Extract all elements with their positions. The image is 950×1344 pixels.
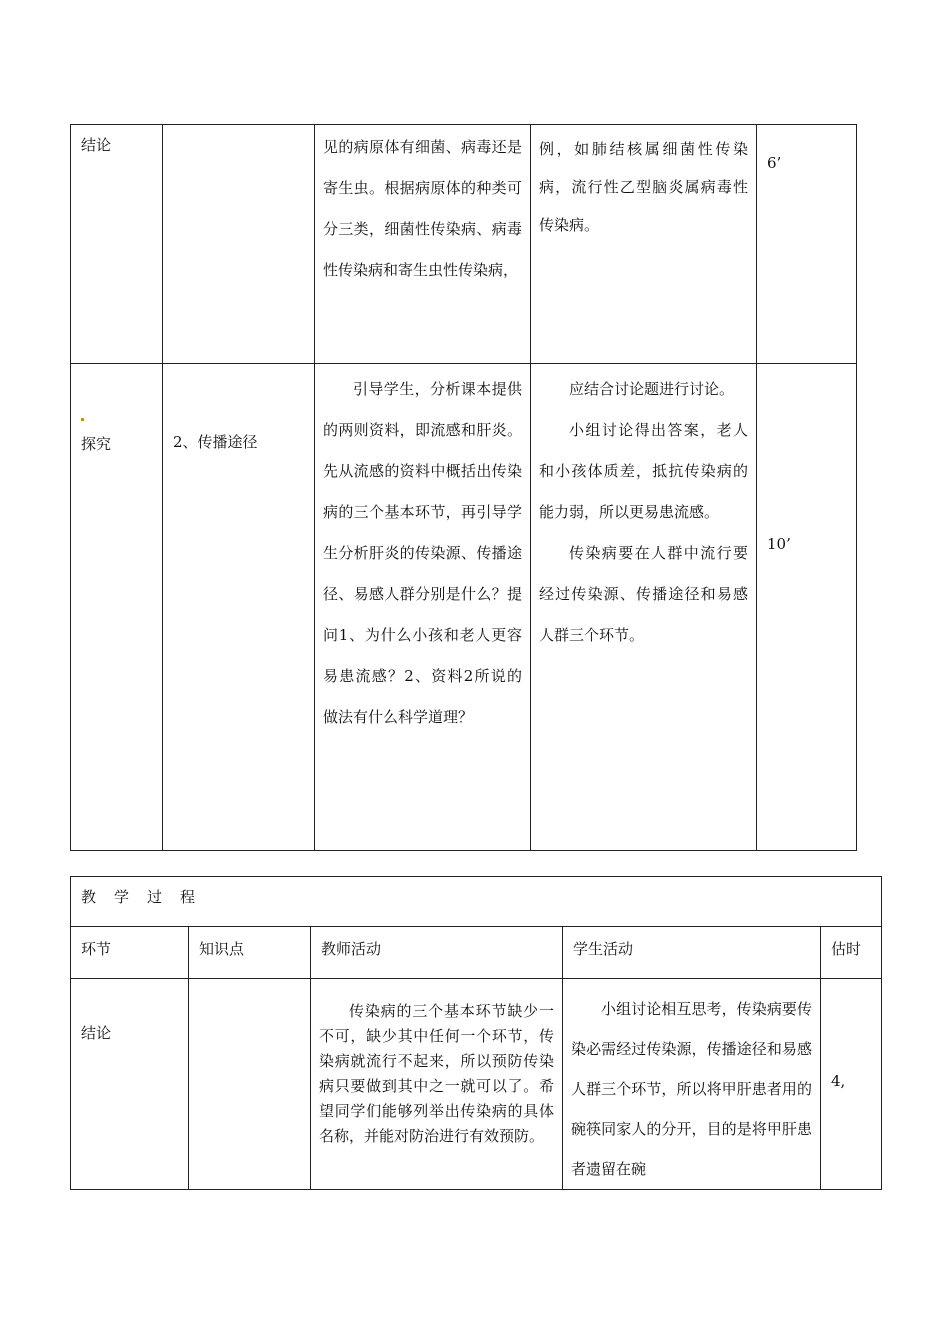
header-student-activity: 学生活动	[563, 927, 821, 979]
student-activity-cell: 小组讨论相互思考，传染病要传染必需经过传染源，传播途径和易感人群三个环节，所以将甲肝患者用的碗筷同家人的分开，目的是将甲肝患者遗留在碗	[563, 979, 821, 1190]
teaching-process-table	[70, 876, 882, 1190]
header-row	[71, 927, 882, 979]
table-row	[71, 364, 857, 851]
time-cell: 6’	[757, 125, 857, 364]
lesson-table-continued	[70, 124, 857, 851]
student-paragraphs: 应结合讨论题进行讨论。 小组讨论得出答案，老人和小孩体质差，抵抗传染病的能力弱，所以更易患流感。 传染病要在人群中流行要经过传染源、传播途径和易感人群三个环节。	[539, 380, 748, 644]
knowledge-cell: 2、传播途径	[163, 364, 315, 851]
table-title-cell: 教学过程	[71, 877, 882, 927]
table-row	[71, 979, 882, 1190]
knowledge-cell	[189, 979, 311, 1190]
section-cell: 探究	[71, 364, 163, 851]
time-cell: 4,	[821, 979, 882, 1190]
mark-dot	[81, 418, 84, 421]
header-section: 环节	[71, 927, 189, 979]
teacher-activity-cell: 见的病原体有细菌、病毒还是寄生虫。根据病原体的种类可分三类，细菌性传染病、病毒性传染病和寄生虫性传染病，	[315, 125, 531, 364]
header-time: 估时	[821, 927, 882, 979]
header-teacher-activity: 教师活动	[311, 927, 563, 979]
time-cell: 10’	[757, 364, 857, 851]
teacher-activity-cell: 传染病的三个基本环节缺少一不可，缺少其中任何一个环节，传染病就流行不起来，所以预防传染病只要做到其中之一就可以了。希望同学们能够列举出传染病的具体名称，并能对防治进行有效预防。	[311, 979, 563, 1190]
section-cell: 结论	[71, 979, 189, 1190]
table-row	[71, 125, 857, 364]
title-row	[71, 877, 882, 927]
knowledge-cell	[163, 125, 315, 364]
student-activity-cell: 例，如肺结核属细菌性传染病，流行性乙型脑炎属病毒性传染病。	[531, 125, 757, 364]
section-cell: 结论	[71, 125, 163, 364]
student-activity-cell	[531, 364, 757, 851]
teacher-activity-cell: 引导学生，分析课本提供的两则资料，即流感和肝炎。先从流感的资料中概括出传染病的三个基本环节，再引导学生分析肝炎的传染源、传播途径、易感人群分别是什么？提问1、为什么小孩和老人更容易患流感？2、资料2所说的做法有什么科学道理？	[315, 364, 531, 851]
header-knowledge: 知识点	[189, 927, 311, 979]
